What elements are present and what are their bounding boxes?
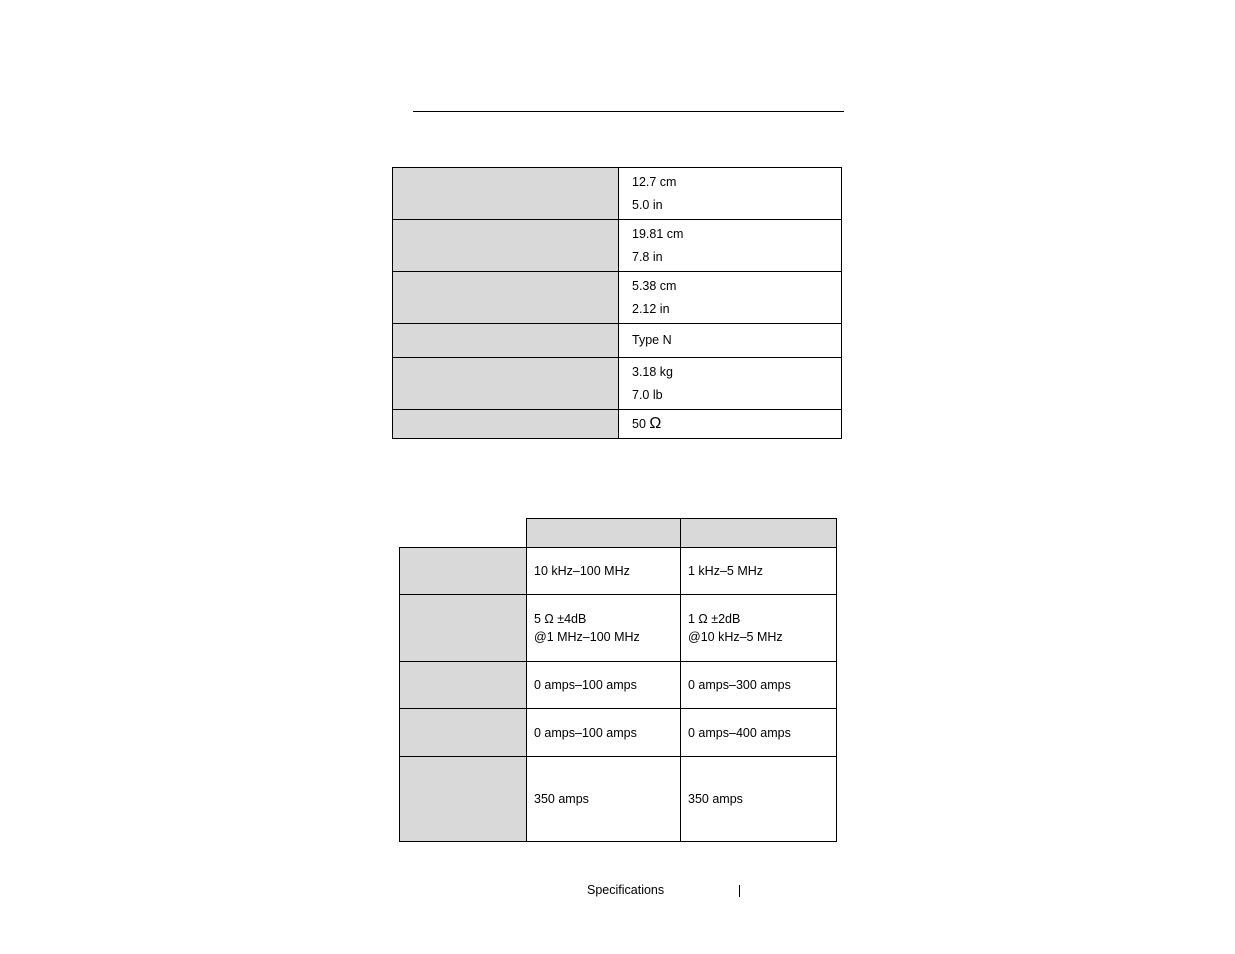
table-row [400,757,837,842]
row-label-cell [400,595,527,662]
row-label-cell [393,410,619,439]
table-row [393,358,842,410]
value-metric: 12.7 cm [632,174,677,189]
value-cell [681,595,837,662]
value-cell [619,168,842,220]
value-cell [527,662,681,709]
row-label-cell [393,272,619,324]
table-row [400,709,837,757]
table-row [400,595,837,662]
row-label-cell [400,548,527,595]
row-label-cell [393,324,619,358]
footer-separator [739,885,740,897]
row-label-cell [393,220,619,272]
cell-line: 1 kHz–5 MHz [688,564,764,578]
table-row [393,272,842,324]
cell-line: 0 amps–100 amps [534,678,637,692]
table-header-row [400,519,837,548]
table-row [400,662,837,709]
footer-section-title: Specifications [587,883,665,897]
value-metric: 19.81 cm [632,226,684,241]
value-imperial: 7.8 in [632,249,663,264]
table-row [400,548,837,595]
cell-line: 5 Ω ±4dB [534,612,587,626]
row-label-cell [393,358,619,410]
physical-specs-table [392,167,842,439]
header-corner-cell [400,519,527,548]
value-cell [619,410,842,439]
impedance-value: 50 [632,417,646,431]
row-label-cell [393,168,619,220]
value-metric: 3.18 kg [632,364,674,379]
cell-line: 350 amps [688,792,743,806]
value-cell [527,709,681,757]
value-cell [619,324,842,358]
value-cell [619,272,842,324]
value-imperial: 7.0 lb [632,387,663,402]
value-imperial: 2.12 in [632,301,670,316]
row-label-cell [400,709,527,757]
table-row [393,220,842,272]
table-row [393,324,842,358]
row-label-cell [400,757,527,842]
row-label-cell [400,662,527,709]
value-cell [619,220,842,272]
omega-unit: Ω [649,415,662,432]
value-imperial: 5.0 in [632,197,663,212]
cell-line: 1 Ω ±2dB [688,612,741,626]
connector-type: Type N [632,333,672,347]
cell-line: @1 MHz–100 MHz [534,630,640,644]
value-cell [527,595,681,662]
cell-line: 0 amps–100 amps [534,725,637,740]
cell-line: 0 amps–300 amps [688,678,791,692]
cell-line: @10 kHz–5 MHz [688,630,783,644]
column-header-cell [527,519,681,548]
table-row [393,168,842,220]
value-cell [681,709,837,757]
cell-line: 350 amps [534,792,589,806]
value-cell [619,358,842,410]
value-cell [527,757,681,842]
value-cell [681,548,837,595]
column-header-cell [681,519,837,548]
electrical-specs-table [399,518,837,842]
value-cell [681,757,837,842]
table-row [393,410,842,439]
value-cell [527,548,681,595]
header-rule [413,111,844,112]
value-cell [681,662,837,709]
cell-line: 10 kHz–100 MHz [534,564,630,578]
cell-line: 0 amps–400 amps [688,725,791,740]
value-metric: 5.38 cm [632,278,677,293]
